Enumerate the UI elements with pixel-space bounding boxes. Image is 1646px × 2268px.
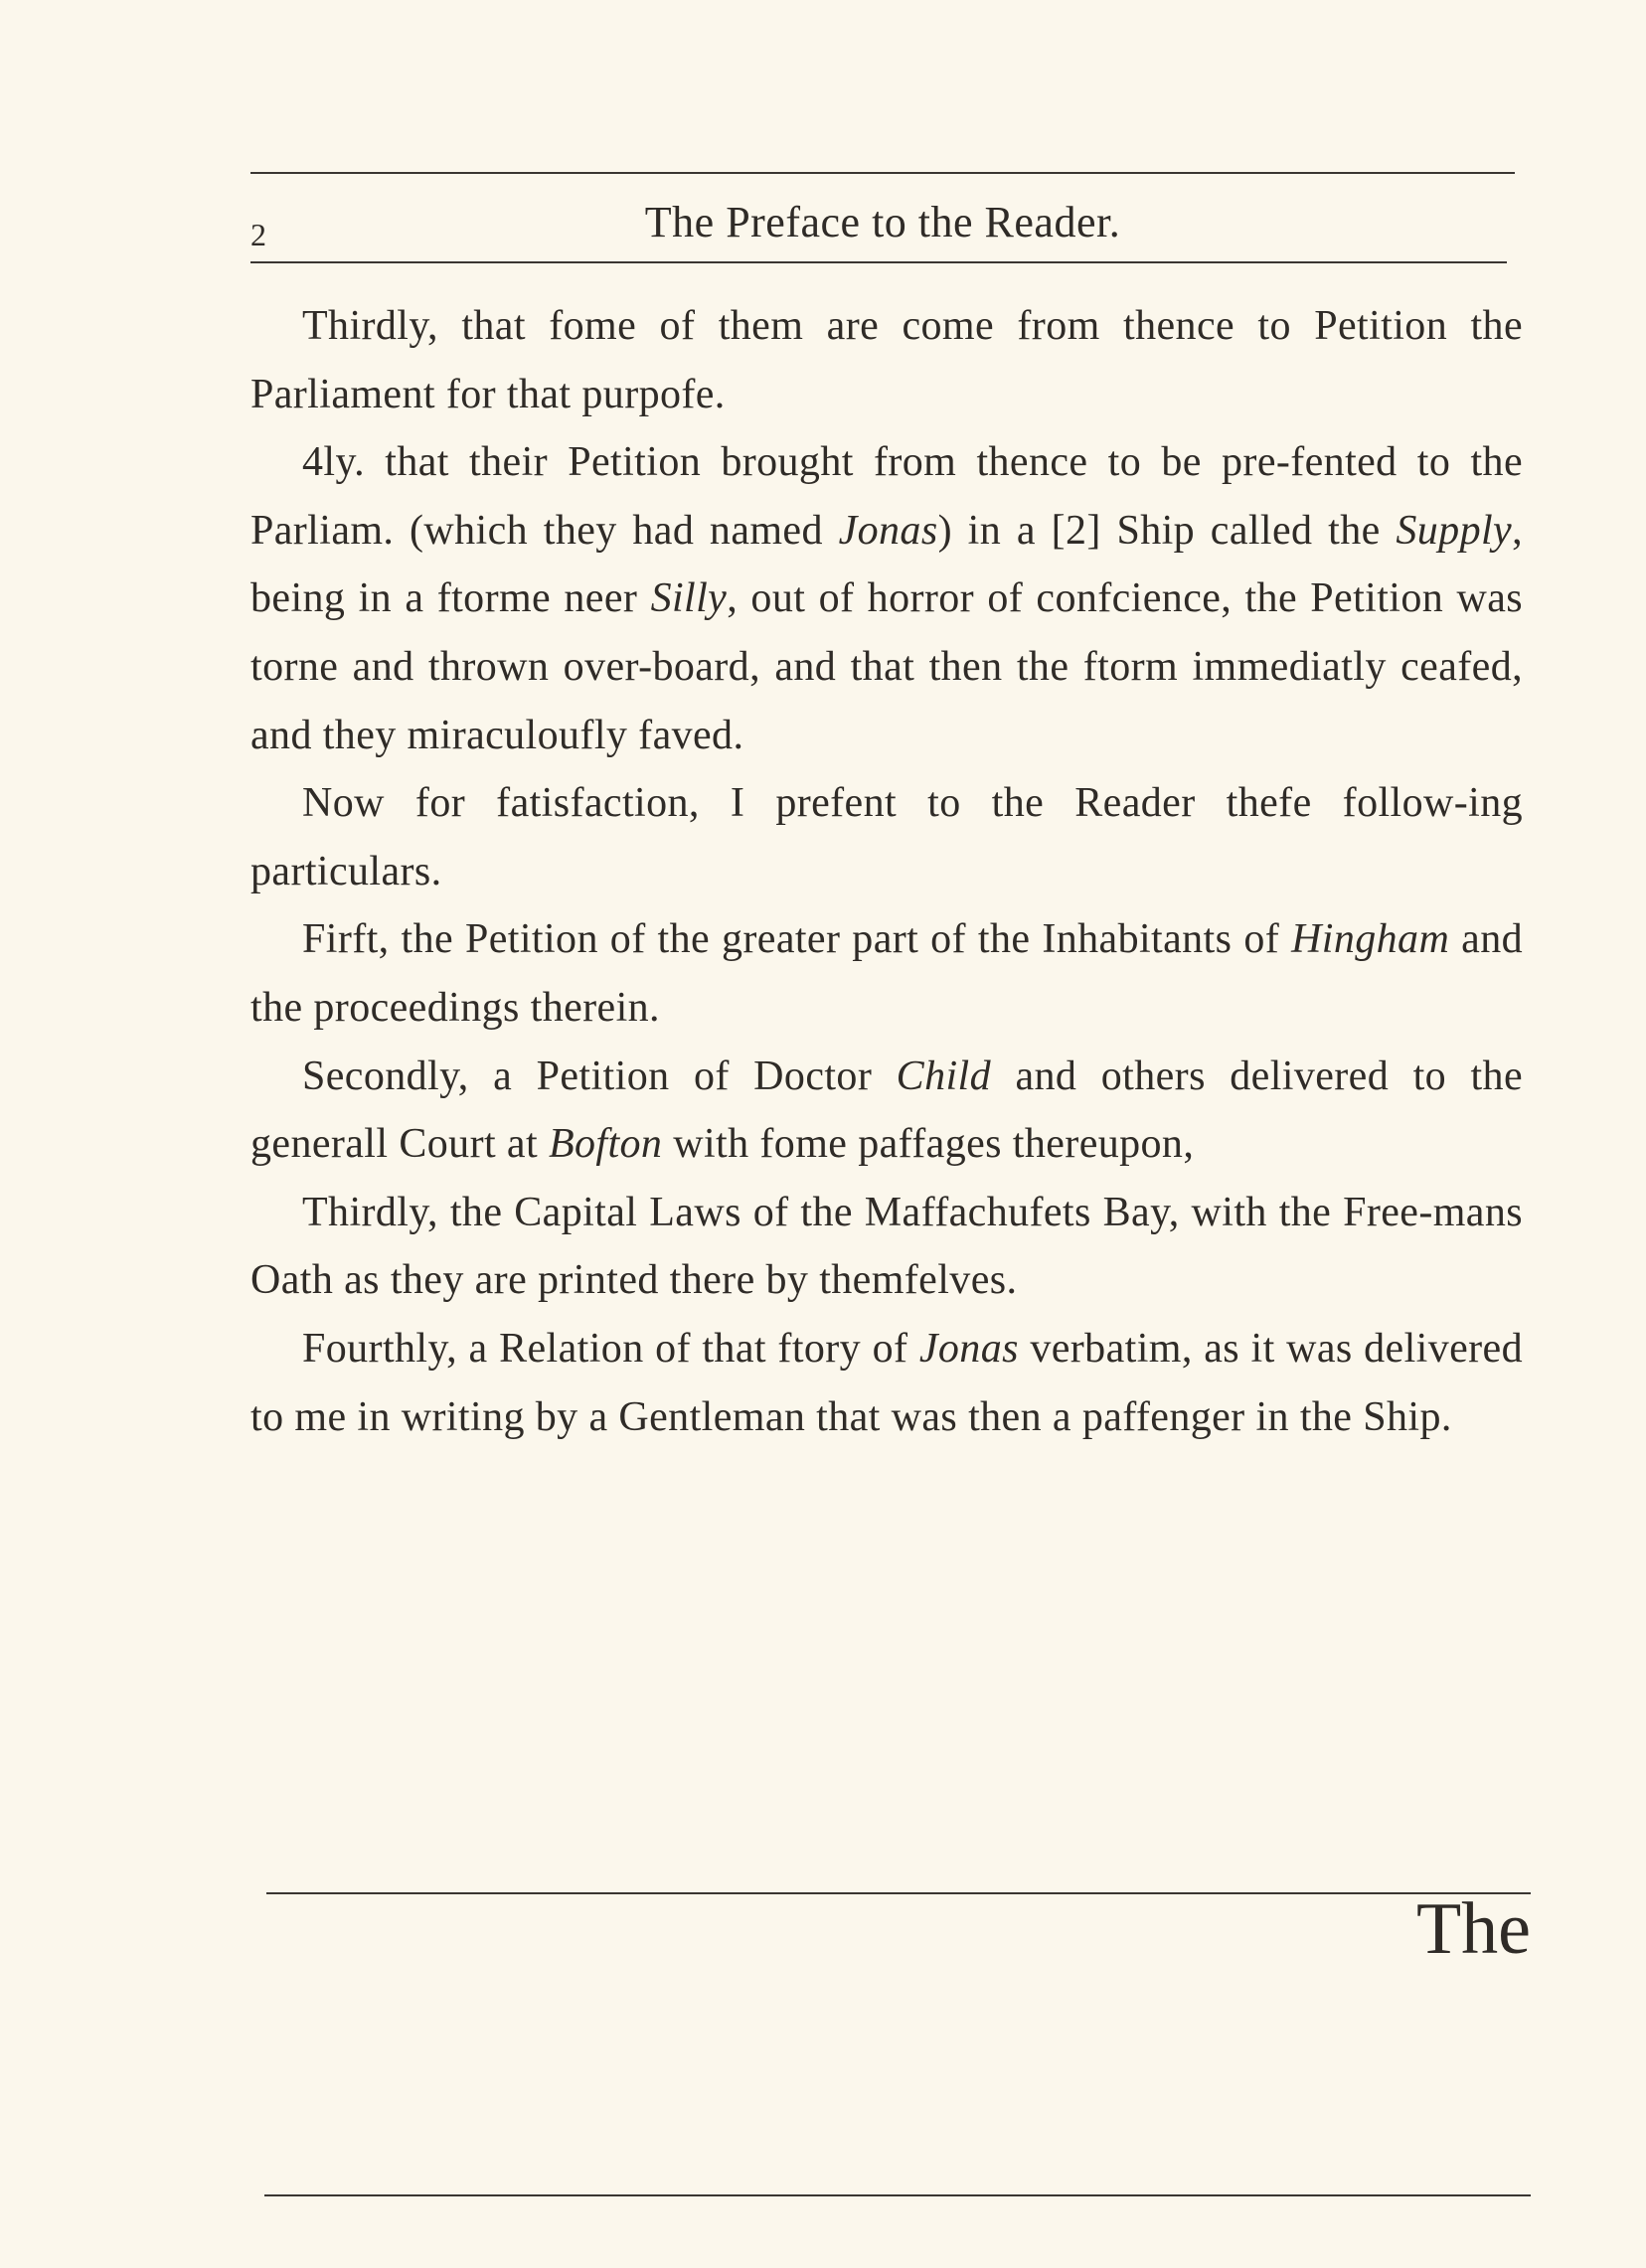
- header-bottom-rule: [250, 261, 1507, 263]
- body-text: [250, 292, 1523, 1451]
- header-top-rule: [250, 172, 1515, 174]
- italic-text: Silly: [650, 575, 728, 622]
- text-run: Secondly, a Petition of Doctor: [302, 1053, 897, 1099]
- paragraph: [250, 1043, 1523, 1179]
- text-run: , being in a ftorme neer: [250, 507, 1523, 622]
- italic-text: Jonas: [918, 1325, 1019, 1372]
- paragraph: [250, 769, 1523, 905]
- italic-text: Child: [896, 1053, 992, 1099]
- paragraph: [250, 1315, 1523, 1451]
- text-run: and the proceedings therein.: [250, 916, 1523, 1031]
- paragraph: [250, 292, 1523, 428]
- text-run: with fome paffages thereupon,: [662, 1121, 1195, 1168]
- footer-bottom-rule: [264, 2194, 1531, 2196]
- text-run: 4ly. that their Petition brought from thence to be pre-fented to the Parliam. (which they had named: [250, 439, 1523, 554]
- text-run: , out of horror of confcience, the Petition was torne and thrown over-board, and that then the ftorm immediatly ceafed, and they miraculoufly faved.: [250, 575, 1523, 758]
- text-run: and others delivered to the generall Court at: [250, 1053, 1523, 1168]
- italic-text: Jonas: [838, 507, 938, 554]
- paragraph: [250, 1179, 1523, 1315]
- text-run: ) in a [2] Ship called the: [937, 507, 1397, 554]
- page-number: 2: [250, 217, 266, 252]
- catchword: The: [1415, 1888, 1531, 1970]
- running-head: The Preface to the Reader.: [644, 198, 1121, 246]
- text-run: Thirdly, that fome of them are come from thence to Petition the Parliament for that purpofe.: [250, 303, 1523, 417]
- italic-text: Hingham: [1291, 916, 1450, 963]
- italic-text: Supply: [1396, 507, 1513, 554]
- footer-top-rule: [266, 1892, 1531, 1894]
- text-run: verbatim, as it was delivered to me in writing by a Gentleman that was then a paffenger in the Ship.: [250, 1325, 1523, 1440]
- text-run: Thirdly, the Capital Laws of the Maffachufets Bay, with the Free-mans Oath as they are printed there by themfelves.: [250, 1189, 1523, 1304]
- text-run: Now for fatisfaction, I prefent to the Reader thefe follow-ing particulars.: [250, 780, 1523, 894]
- paragraph: [250, 428, 1523, 769]
- page-header: [250, 197, 1515, 256]
- paragraph: [250, 905, 1523, 1042]
- italic-text: Bofton: [548, 1121, 663, 1168]
- text-run: Fourthly, a Relation of that ftory of: [302, 1325, 919, 1372]
- text-run: Firft, the Petition of the greater part of the Inhabitants of: [302, 916, 1292, 963]
